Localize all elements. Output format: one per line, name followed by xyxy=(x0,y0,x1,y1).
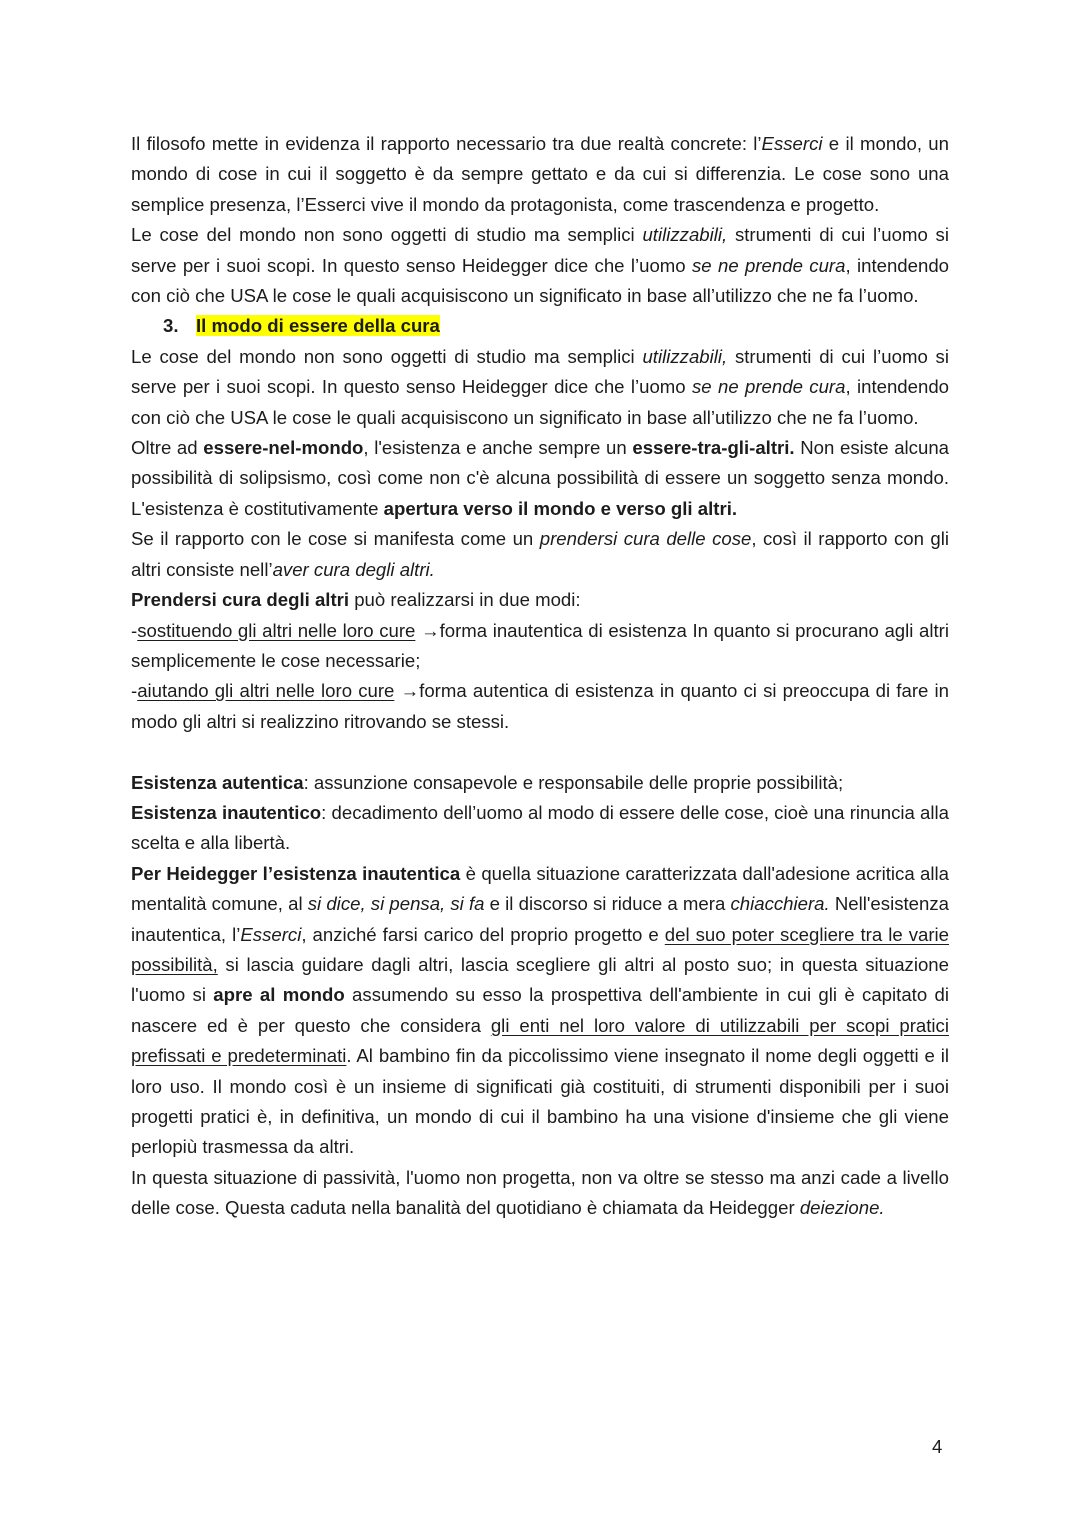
list-item-aiutando xyxy=(131,676,949,737)
text-run: →forma autentica di esistenza in quanto ci si preoccupa di fare in modo gli altri si realizzino ritrovando se stessi. xyxy=(131,680,949,732)
paragraph-esserci-mondo xyxy=(131,129,949,220)
text-run: , intendendo con ciò che USA le cose le quali acquisiscono un significato in base all’utilizzo che ne fa l’uomo. xyxy=(131,376,949,428)
text-run: →forma inautentica di esistenza In quanto si procurano agli altri semplicemente le cose necessarie; xyxy=(131,619,949,671)
paragraph-esistenza-inautentica xyxy=(131,859,949,1163)
italic-term: prendersi cura delle cose xyxy=(539,528,752,550)
paragraph-utilizzabili xyxy=(131,220,949,311)
text-run: , intendendo con ciò che USA le cose le quali acquisiscono un significato in base all’utilizzo che ne fa l’uomo. xyxy=(131,254,949,307)
italic-term: si dice, si pensa, si fa xyxy=(307,893,485,915)
bold-term: Prendersi cura degli altri xyxy=(131,589,350,611)
text-run: e il discorso si riduce a mera xyxy=(484,893,731,915)
text-run: Il filosofo mette in evidenza il rapporto necessario tra due realtà concrete: l’ xyxy=(131,133,762,154)
text-run: Le cose del mondo non sono oggetti di studio ma semplici xyxy=(131,224,643,246)
text-run: - xyxy=(131,680,138,702)
text-run: . Al bambino fin da piccolissimo viene insegnato il nome degli oggetti e il loro uso. Il mondo così è un insieme di significati già costituiti, di strumenti disponibili per i suoi progetti pratici è, in definitiva, un mondo di cui il bambino ha una visione d'insieme che gli viene perlopiù trasmessa da altri. xyxy=(131,1045,949,1158)
section-heading xyxy=(131,311,949,341)
italic-term: aver cura degli altri. xyxy=(272,558,435,580)
underlined-phrase: sostituendo gli altri nelle loro cure xyxy=(137,619,416,641)
text-run: si lascia guidare dagli altri, lascia scegliere gli altri al posto suo; in questa situazione l'uomo si xyxy=(131,953,949,1006)
underlined-phrase: gli enti nel loro valore di utilizzabili per scopi pratici prefissati e predeterminati xyxy=(131,1014,949,1067)
section-title: Il modo di essere della cura xyxy=(196,315,440,337)
text-run: : decadimento dell’uomo al modo di essere delle cose, cioè una rinuncia alla scelta e alla libertà. xyxy=(131,801,949,854)
underlined-phrase: aiutando gli altri nelle loro cure xyxy=(137,680,395,702)
text-run: In questa situazione di passività, l'uomo non progetta, non va oltre se stesso ma anzi cade a livello delle cose. Questa caduta nella banalità del quotidiano è chiamata da Heidegger xyxy=(131,1166,949,1219)
definition-esistenza-autentica xyxy=(131,768,949,798)
text-run: Nell'esistenza inautentica, l’ xyxy=(131,893,949,945)
bold-term: apre al mondo xyxy=(213,984,345,1006)
italic-term: utilizzabili, xyxy=(642,345,728,367)
bold-term: essere-tra-gli-altri. xyxy=(632,437,795,459)
list-item-sostituendo xyxy=(131,616,949,677)
bold-term: apertura verso il mondo e verso gli altri. xyxy=(383,497,738,519)
page-body xyxy=(131,129,949,1224)
bold-term: Per Heidegger l’esistenza inautentica xyxy=(131,862,461,884)
text-run: e il mondo, un mondo di cose in cui il soggetto è da sempre gettato e da cui si differenzia. Le cose sono una semplice presenza, l’Esserci vive il mondo da protagonista, come trascendenza e progetto. xyxy=(131,133,949,215)
italic-term: chiacchiera. xyxy=(730,893,830,915)
paragraph-due-modi xyxy=(131,585,949,615)
italic-term: Esserci xyxy=(761,133,823,154)
text-run: Se il rapporto con le cose si manifesta come un xyxy=(131,528,540,550)
text-run: : assunzione consapevole e responsabile delle proprie possibilità; xyxy=(303,771,844,793)
italic-term: utilizzabili, xyxy=(642,224,728,246)
bold-term: essere-nel-mondo xyxy=(203,437,364,459)
bold-term: Esistenza autentica xyxy=(131,771,304,793)
underlined-phrase: del suo poter scegliere tra le varie possibilità, xyxy=(131,923,949,975)
blank-line xyxy=(131,737,949,767)
italic-term: Esserci xyxy=(240,923,302,945)
section-number: 3. xyxy=(163,315,179,337)
page-number: 4 xyxy=(932,1436,943,1457)
text-run: Le cose del mondo non sono oggetti di studio ma semplici xyxy=(131,345,643,367)
paragraph-essere-tra-gli-altri xyxy=(131,433,949,524)
definition-esistenza-inautentica xyxy=(131,798,949,859)
text-run: Oltre ad xyxy=(131,437,204,459)
text-run: , anziché farsi carico del proprio progetto e xyxy=(301,923,665,945)
text-run: strumenti di cui l’uomo si serve per i suoi scopi. In questo senso Heidegger dice che l’uomo xyxy=(131,345,949,398)
text-run: assumendo su esso la prospettiva dell'ambiente in cui gli è capitato di nascere ed è per questo che considera xyxy=(131,984,949,1036)
text-run: Non esiste alcuna possibilità di solipsismo, così come non c'è alcuna possibilità di essere un soggetto senza mondo. L'esistenza è costitutivamente xyxy=(131,437,950,519)
text-run: , così il rapporto con gli altri consiste nell’ xyxy=(131,528,949,580)
paragraph-deiezione xyxy=(131,1163,949,1224)
paragraph-aver-cura xyxy=(131,524,949,585)
text-run: , l'esistenza e anche sempre un xyxy=(363,437,633,459)
text-run: può realizzarsi in due modi: xyxy=(349,589,581,611)
italic-term: se ne prende cura xyxy=(692,376,846,398)
italic-term: deiezione. xyxy=(799,1197,885,1219)
text-run: strumenti di cui l’uomo si serve per i suoi scopi. In questo senso Heidegger dice che l’uomo xyxy=(131,224,949,276)
italic-term: se ne prende cura xyxy=(692,254,846,276)
text-run: - xyxy=(131,619,138,641)
paragraph-utilizzabili-repeat xyxy=(131,342,949,433)
bold-term: Esistenza inautentico xyxy=(131,801,322,823)
text-run: è quella situazione caratterizzata dall'adesione acritica alla mentalità comune, al xyxy=(131,862,949,915)
